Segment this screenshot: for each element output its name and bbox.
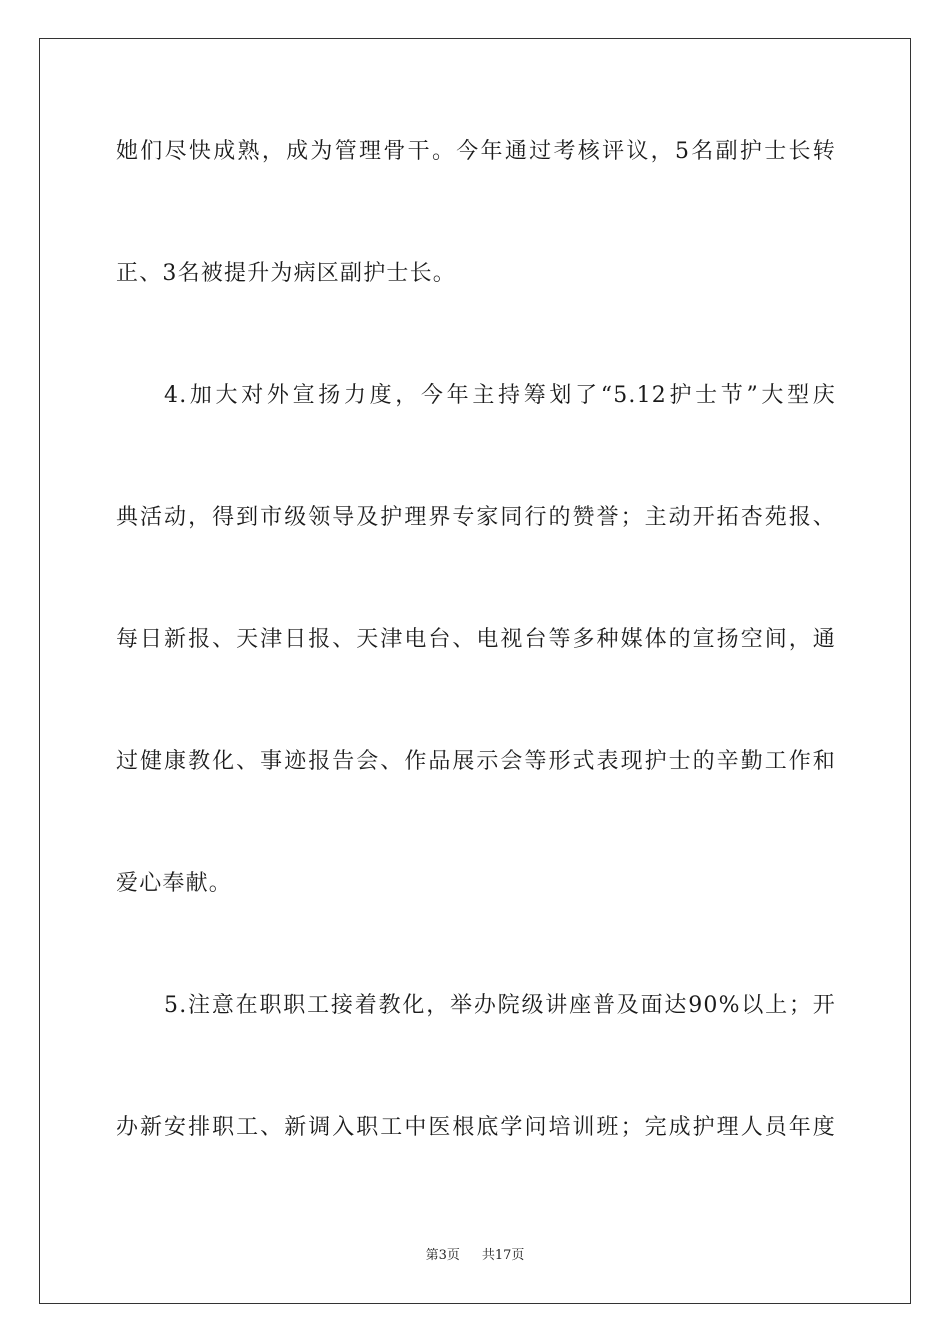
paragraph-5-first-line: 5.注意在职职工接着教化，举办院级讲座普及面达90%以上；开 [164,993,836,1018]
body-text-line: 正、3名被提升为病区副护士长。 [116,261,456,286]
page-footer [0,1247,950,1265]
body-text-line: 她们尽快成熟，成为管理骨干。今年通过考核评议，5名副护士长转 [116,139,836,164]
body-text-line: 过健康教化、事迹报告会、作品展示会等形式表现护士的辛勤工作和 [116,749,836,774]
body-text-line: 办新安排职工、新调入职工中医根底学问培训班；完成护理人员年度 [116,1115,836,1140]
paragraph-4-first-line: 4.加大对外宣扬力度，今年主持筹划了“5.12护士节”大型庆 [164,383,836,408]
page-number: 第3页 [425,1248,460,1263]
body-text-line: 典活动，得到市级领导及护理界专家同行的赞誉；主动开拓杏苑报、 [116,505,836,530]
body-text-line: 每日新报、天津日报、天津电台、电视台等多种媒体的宣扬空间，通 [116,627,836,652]
body-text-line: 爱心奉献。 [116,871,233,896]
page-total: 共17页 [481,1248,525,1263]
